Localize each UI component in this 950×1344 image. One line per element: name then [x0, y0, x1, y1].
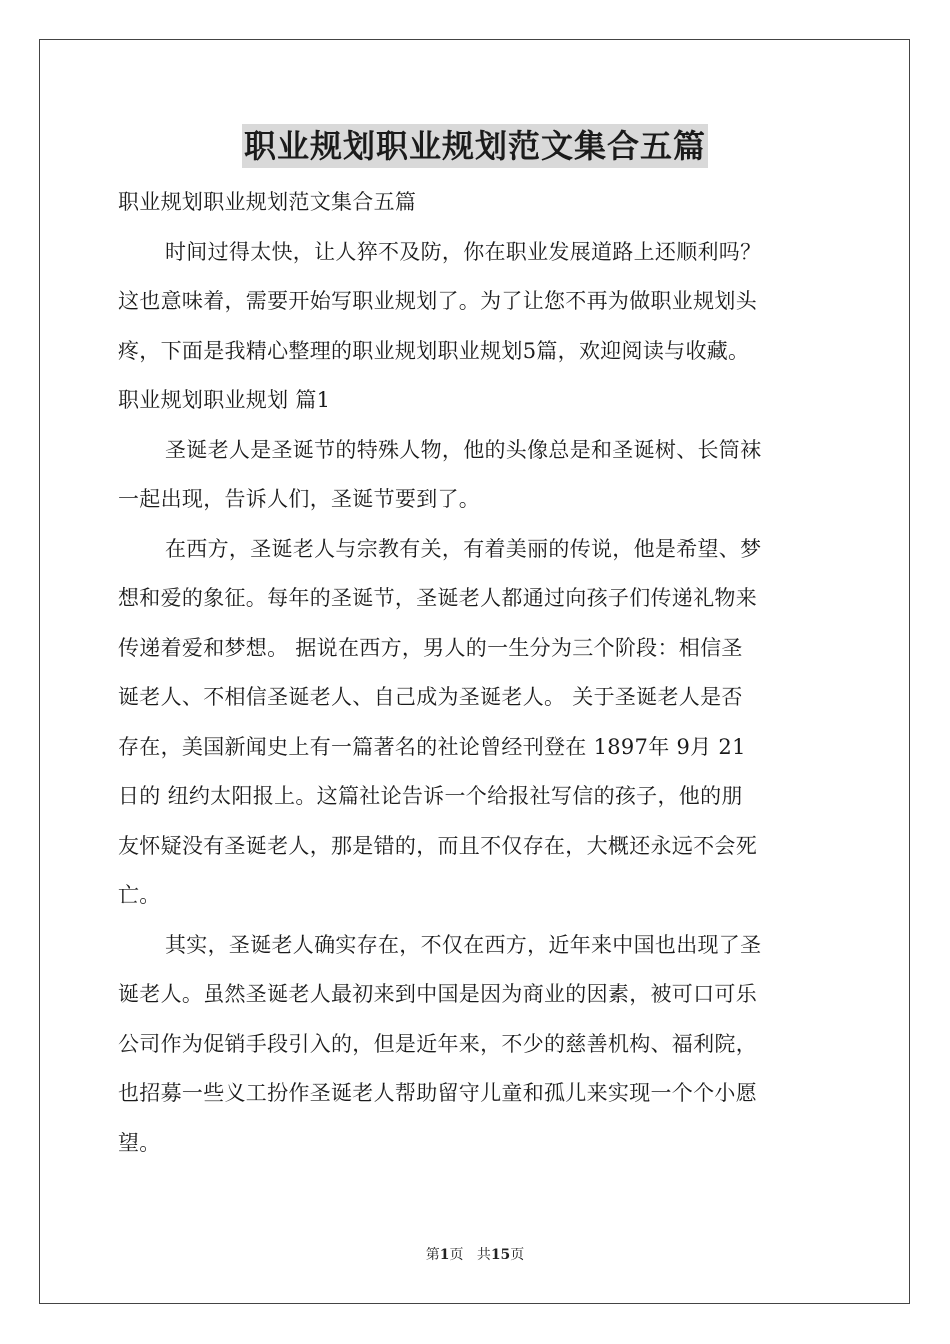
current-page-number: 1: [439, 1247, 450, 1263]
text-line: 一起出现，告诉人们，圣诞节要到了。: [118, 487, 481, 511]
text-line: 也招募一些义工扮作圣诞老人帮助留守儿童和孤儿来实现一个个小愿: [118, 1081, 757, 1105]
intro-paragraph: [118, 228, 832, 377]
text-line: 想和爱的象征。每年的圣诞节，圣诞老人都通过向孩子们传递礼物来: [118, 586, 757, 610]
page-prefix: 第: [425, 1247, 440, 1263]
text-line: 公司作为促销手段引入的，但是近年来，不少的慈善机构、福利院，: [118, 1031, 757, 1056]
total-page-count: 15: [490, 1247, 511, 1263]
text-line: 疼，下面是我精心整理的职业规划职业规划5篇，欢迎阅读与收藏。: [118, 338, 750, 363]
document-title: 职业规划职业规划范文集合五篇: [242, 124, 708, 168]
page-footer: [0, 1245, 950, 1265]
text-line: 时间过得太快，让人猝不及防，你在职业发展道路上还顺利吗？: [165, 239, 762, 264]
text-line: 其实，圣诞老人确实存在，不仅在西方，近年来中国也出现了圣: [165, 932, 762, 957]
document-subtitle: 职业规划职业规划范文集合五篇: [118, 190, 417, 214]
text-line: 日的 纽约太阳报上。这篇社论告诉一个给报社写信的孩子，他的朋: [118, 784, 743, 808]
text-line: 传递着爱和梦想。 据说在西方，男人的一生分为三个阶段：相信圣: [118, 635, 743, 660]
total-suffix: 页: [510, 1247, 525, 1263]
total-prefix: 共: [476, 1247, 491, 1263]
text-line: 存在，美国新闻史上有一篇著名的社论曾经刊登在 1897年 9月 21: [118, 734, 746, 759]
text-line: 诞老人、不相信圣诞老人、自己成为圣诞老人。 关于圣诞老人是否: [118, 685, 743, 709]
text-line: 友怀疑没有圣诞老人，那是错的，而且不仅存在，大概还永远不会死: [118, 833, 757, 858]
text-line: 望。: [118, 1130, 161, 1155]
text-line: 这也意味着，需要开始写职业规划了。为了让您不再为做职业规划头: [118, 289, 757, 313]
document-body: [118, 178, 832, 1168]
text-line: 在西方，圣诞老人与宗教有关，有着美丽的传说，他是希望、梦: [165, 536, 762, 561]
paragraph-3: [118, 921, 832, 1169]
text-line: 圣诞老人是圣诞节的特殊人物，他的头像总是和圣诞树、长筒袜: [165, 437, 762, 462]
paragraph-1: [118, 426, 832, 525]
section-heading: 职业规划职业规划 篇1: [118, 388, 331, 412]
paragraph-2: [118, 525, 832, 921]
text-line: 亡。: [118, 883, 161, 907]
page-suffix: 页: [449, 1247, 464, 1263]
title-container: [0, 124, 950, 168]
text-line: 诞老人。虽然圣诞老人最初来到中国是因为商业的因素，被可口可乐: [118, 982, 757, 1006]
